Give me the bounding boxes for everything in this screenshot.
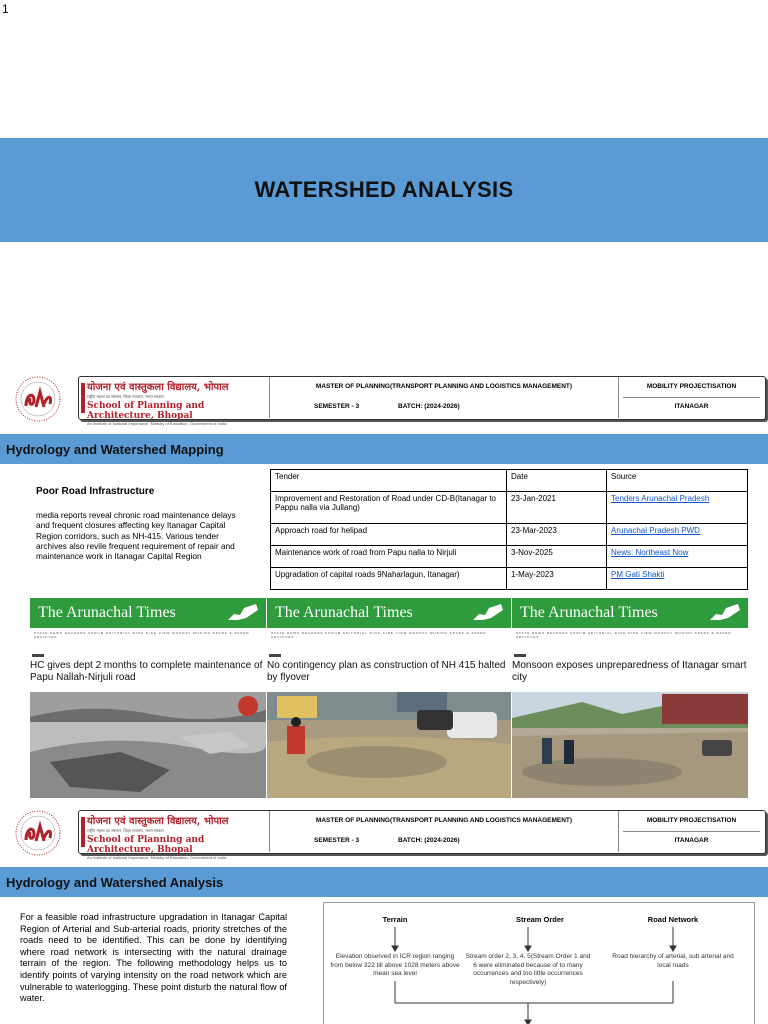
table-header-date: Date (507, 470, 607, 492)
program-name: MASTER OF PLANNING(TRANSPORT PLANNING AND LOGISTICS MANAGEMENT) (315, 383, 573, 390)
table-cell-date: 3-Nov-2025 (507, 546, 607, 568)
table-cell-date: 23-Jan-2021 (507, 492, 607, 524)
project-divider (623, 397, 760, 398)
table-header-source: Source (607, 470, 748, 492)
city-name: ITANAGAR (674, 403, 709, 410)
project-name: MOBILITY PROJECTISATION (646, 817, 737, 824)
table-cell-source[interactable] (607, 492, 748, 524)
source-link[interactable]: News: Northeast Now (611, 548, 689, 557)
city-name: ITANAGAR (674, 837, 709, 844)
flow-title-road-network: Road Network (647, 915, 699, 924)
institute-block (87, 379, 267, 426)
institute-name: School of Planning and Architecture, Bhopal (87, 401, 205, 421)
header-red-bar (81, 383, 85, 413)
newspaper-menu: STATE NEWS READERS FORUM EDITORIAL RING SIDE VIEW MONDAY MUSING SPARK E-PAPER ARCHIVES (516, 631, 732, 639)
title-band (0, 138, 768, 242)
arunachal-map-icon (226, 602, 260, 624)
institute-sub: An Institute of National Importance, Ministry of Education, Government of India (87, 855, 227, 860)
news-headline: Monsoon exposes unpreparedness of Itanagar smart city (512, 660, 747, 683)
poor-road-text: media reports reveal chronic road maintenance delays and frequent closures affecting key Itanagar Capital Region corridors, such as NH-415. Various tender archives also revile frequent requirement of repair and maintenance work in Itanagar Capital Region (36, 510, 236, 562)
waterlogged-street-photo (512, 692, 748, 798)
program-name: MASTER OF PLANNING(TRANSPORT PLANNING AND LOGISTICS MANAGEMENT) (315, 817, 573, 824)
table-cell-source[interactable] (607, 568, 748, 590)
newspaper-name: The Arunachal Times (38, 604, 176, 621)
semester-label: SEMESTER - 3 (314, 837, 360, 844)
flow-desc-terrain: Elevation observed in ICR region ranging from below 322 till above 1028 meters above mean sea level (330, 953, 460, 977)
table-cell-date: 1-May-2023 (507, 568, 607, 590)
table-cell-source[interactable] (607, 546, 748, 568)
section-band-analysis (0, 867, 768, 897)
spa-logo-icon (8, 808, 78, 858)
project-block (619, 811, 764, 852)
batch-label: BATCH: (2024-2026) (398, 837, 460, 844)
project-block (619, 377, 764, 418)
program-block (269, 811, 619, 852)
newspaper-name: The Arunachal Times (520, 604, 658, 621)
table-cell-tender: Upgradation of capital roads 9Naharlagun, Itanagar) (271, 568, 507, 590)
news-headline: No contingency plan as construction of NH 415 halted by flyover (267, 660, 506, 683)
newspaper-masthead (30, 598, 266, 628)
batch-label: BATCH: (2024-2026) (398, 403, 460, 410)
institute-sub: An Institute of National Importance, Ministry of Education, Government of India (87, 421, 227, 426)
source-link[interactable]: PM Gati Shakti (611, 570, 665, 579)
table-row (271, 568, 748, 590)
section-title-mapping: Hydrology and Watershed Mapping (6, 441, 224, 457)
institute-header (8, 374, 760, 424)
institute-name: School of Planning and Architecture, Bhopal (87, 835, 205, 855)
table-header-tender: Tender (271, 470, 507, 492)
section-band-mapping (0, 434, 768, 464)
flow-title-stream-order: Stream Order (516, 915, 564, 924)
subheading-poor-road: Poor Road Infrastructure (36, 486, 155, 497)
institute-hindi-sub: राष्ट्रीय महत्त्व का संस्थान, शिक्षा मंत्रालय, भारत सरकार (87, 394, 164, 399)
institute-header (8, 808, 760, 858)
newspaper-name: The Arunachal Times (275, 604, 413, 621)
institute-hindi-sub: राष्ट्रीय महत्त्व का संस्थान, शिक्षा मंत्रालय, भारत सरकार (87, 828, 164, 833)
institute-hindi-name: योजना एवं वास्तुकला विद्यालय, भोपाल (87, 816, 229, 827)
table-cell-date: 23-Mar-2023 (507, 524, 607, 546)
project-divider (623, 831, 760, 832)
flow-connectors (324, 903, 756, 1024)
flow-desc-road-network: Road hierarchy of arterial, sub arterial and local roads (612, 953, 734, 969)
newspaper-menu: STATE NEWS READERS FORUM EDITORIAL RING SIDE VIEW MONDAY MUSING SPARK E-PAPER ARCHIVES (34, 631, 250, 639)
page-number: 1 (2, 2, 9, 16)
methodology-intro-text: For a feasible road infrastructure upgradation in Itanagar Capital Region of Arterial and Sub-arterial roads, priority stretches of the roads need to be identified. This can be done by identifying where road network is intersecting with the natural drainage terrain of the region. The following methodology helps us to identify points of varying intensity on the road network which are vulnerable to waterlogging. These point disturb the natural flow of water. (20, 912, 287, 1004)
muddy-road-photo (267, 692, 511, 798)
news-headline: HC gives dept 2 months to complete maintenance of Papu Nallah-Nirjuli road (30, 660, 263, 683)
table-row (271, 546, 748, 568)
newspaper-masthead (267, 598, 511, 628)
news-clipping-1 (30, 598, 266, 798)
spa-logo-icon (8, 374, 78, 424)
newspaper-masthead (512, 598, 748, 628)
project-name: MOBILITY PROJECTISATION (646, 383, 737, 390)
semester-label: SEMESTER - 3 (314, 403, 360, 410)
arunachal-map-icon (471, 602, 505, 624)
news-clipping-2 (267, 598, 511, 798)
section-title-analysis: Hydrology and Watershed Analysis (6, 874, 224, 890)
news-clipping-3 (512, 598, 748, 798)
header-box (78, 376, 766, 426)
table-cell-tender: Approach road for helipad (271, 524, 507, 546)
header-red-bar (81, 817, 85, 847)
program-block (269, 377, 619, 418)
methodology-flowchart (323, 902, 755, 1024)
table-cell-tender: Improvement and Restoration of Road under CD-B(Itanagar to Pappu nalla via Jullang) (271, 492, 507, 524)
tender-table (270, 469, 748, 590)
news-tag (514, 654, 526, 657)
table-row (271, 492, 748, 524)
news-tag (32, 654, 44, 657)
arunachal-map-icon (708, 602, 742, 624)
table-cell-source[interactable] (607, 524, 748, 546)
news-tag (269, 654, 281, 657)
table-row (271, 524, 748, 546)
slide-title: WATERSHED ANALYSIS (254, 177, 514, 202)
header-box (78, 810, 766, 860)
flow-desc-stream-order: Stream order 2, 3, 4, 5(Stream Order 1 and 6 were eliminated because of to many occurrences and too little occurrences respectively) (465, 953, 591, 986)
newspaper-menu: STATE NEWS READERS FORUM EDITORIAL RING SIDE VIEW MONDAY MUSING SPARK E-PAPER ARCHIVES (271, 631, 487, 639)
table-header-row (271, 470, 748, 492)
source-link[interactable]: Tenders Arunachal Pradesh (611, 494, 710, 503)
damaged-road-photo (30, 692, 266, 798)
institute-hindi-name: योजना एवं वास्तुकला विद्यालय, भोपाल (87, 382, 229, 393)
table-cell-tender: Maintenance work of road from Papu nalla to Nirjuli (271, 546, 507, 568)
institute-block (87, 813, 267, 860)
flow-title-terrain: Terrain (382, 915, 408, 924)
source-link[interactable]: Arunachal Pradesh PWD (611, 526, 700, 535)
